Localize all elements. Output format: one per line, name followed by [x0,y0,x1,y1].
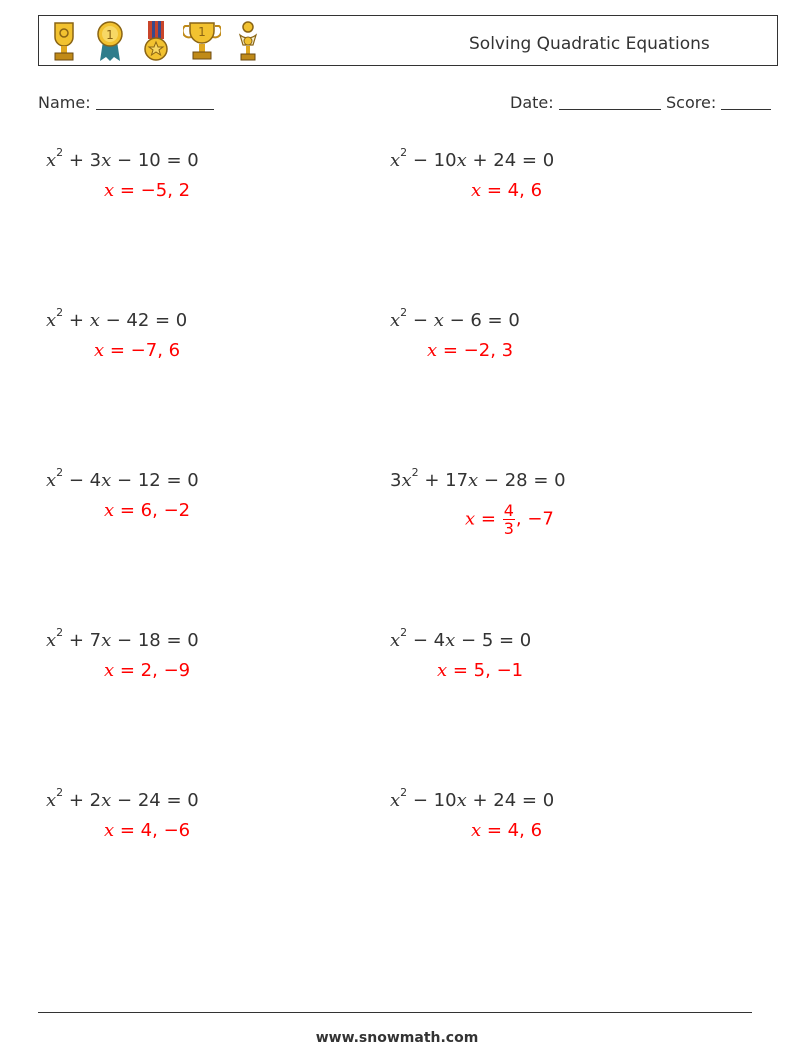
svg-text:1: 1 [198,25,206,39]
fraction: $\frac{4}{3}$ [503,501,514,538]
award-figure-icon [229,19,267,63]
answer: x = 6, −2 [104,500,191,521]
award-icons [45,19,267,63]
equation: $x^2 - x - 6 = 0$ [390,306,520,331]
answer: x = −5, 2 [104,180,191,201]
footer-website[interactable]: www.snowmath.com [315,1030,479,1046]
equation: $x^2 + 2x - 24 = 0$ [46,786,199,811]
answer: x = −7, 6 [94,340,181,361]
score-label: Score: [666,93,717,112]
answer: x = 5, −1 [437,660,524,681]
first-place-cup-icon [183,19,221,63]
name-blank[interactable] [96,93,214,110]
score-field [666,93,771,112]
star-medal-icon [137,19,175,63]
answer: x = 4, 6 [471,180,543,201]
name-label: Name: [38,93,91,112]
answer: x = 4, −6 [104,820,191,841]
date-blank[interactable] [559,93,661,110]
worksheet-header [38,15,778,66]
name-field [38,93,214,112]
equation: $x^2 + 7x - 18 = 0$ [46,626,199,651]
svg-text:1: 1 [106,28,114,42]
equation: $x^2 + x - 42 = 0$ [46,306,188,331]
date-label: Date: [510,93,554,112]
gold-trophy-icon [45,19,83,63]
equation: $3x^2 + 17x - 28 = 0$ [390,466,566,491]
answer: x = $\frac{4}{3}$ , −7 [465,501,554,538]
equation: $x^2 + 3x - 10 = 0$ [46,146,199,171]
score-blank[interactable] [721,93,771,110]
equation: $x^2 - 4x - 12 = 0$ [46,466,199,491]
date-field [510,93,661,112]
footer-divider [38,1012,752,1013]
answer: x = 2, −9 [104,660,191,681]
answer: x = 4, 6 [471,820,543,841]
first-place-ribbon-icon [91,19,129,63]
worksheet-title: Solving Quadratic Equations [469,34,710,54]
answer: x = −2, 3 [427,340,514,361]
equation: $x^2 - 4x - 5 = 0$ [390,626,532,651]
equation: $x^2 - 10x + 24 = 0$ [390,146,555,171]
equation: $x^2 - 10x + 24 = 0$ [390,786,555,811]
